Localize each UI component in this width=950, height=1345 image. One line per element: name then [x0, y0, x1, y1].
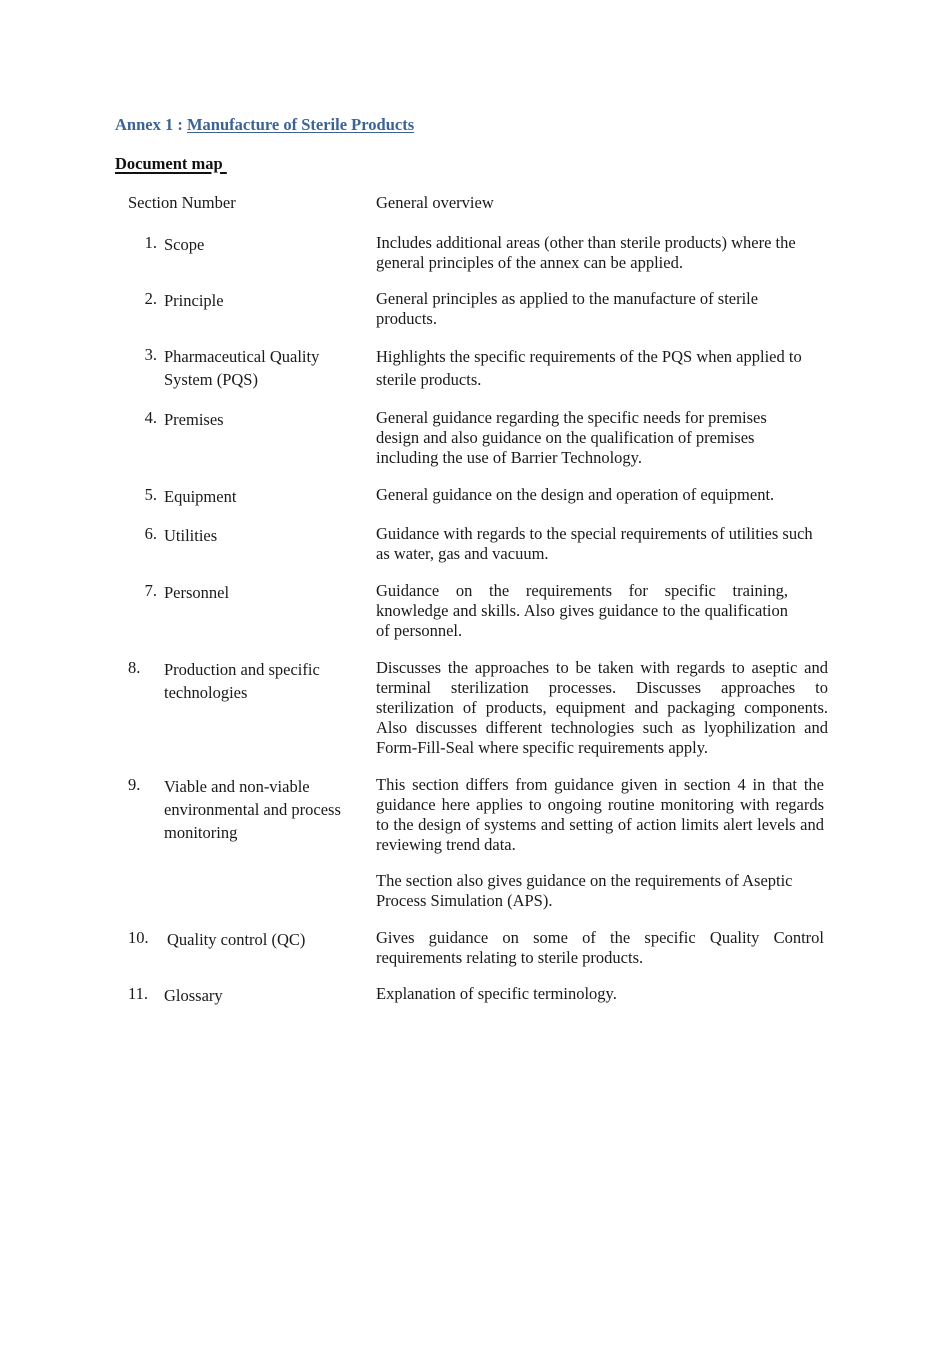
- section-label: Glossary: [164, 986, 223, 1005]
- overview-paragraph: Guidance with regards to the special requirements of utilities such as water, gas and vacuum.: [376, 524, 813, 563]
- overview-paragraph: Includes additional areas (other than sterile products) where the general principles of the annex can be applied.: [376, 233, 796, 272]
- section-overview: [376, 581, 788, 641]
- section-overview: [376, 658, 828, 758]
- section-label: Scope: [164, 235, 205, 254]
- overview-paragraph: Guidance on the requirements for specific training, knowledge and skills. Also gives guidance to the qualification of personnel.: [376, 581, 788, 640]
- section-label: Equipment: [164, 487, 237, 506]
- section-number: 2.: [144, 289, 157, 308]
- section-label: Viable and non-viable environmental and process monitoring: [164, 777, 341, 842]
- section-label: Pharmaceutical Quality System (PQS): [164, 347, 320, 389]
- section-number: 7.: [144, 581, 157, 600]
- overview-paragraph: General guidance on the design and operation of equipment.: [376, 485, 775, 504]
- section-overview: [376, 984, 824, 1004]
- overview-paragraph: This section differs from guidance given in section 4 in that the guidance here applies to ongoing routine monitoring with regards to the design of systems and setting of action limits alert levels and reviewing trend data.: [376, 775, 824, 854]
- column-header-general-overview: General overview: [376, 193, 494, 212]
- overview-paragraph: Gives guidance on some of the specific Quality Control requirements relating to sterile products.: [376, 928, 824, 967]
- section-overview: [376, 775, 824, 911]
- section-number: 6.: [144, 524, 157, 543]
- section-overview: [376, 345, 821, 391]
- section-overview: [376, 289, 796, 329]
- section-label: Premises: [164, 410, 224, 429]
- section-label: Quality control (QC): [167, 930, 306, 949]
- section-number: 8.: [128, 658, 141, 677]
- section-number: 3.: [144, 345, 157, 364]
- section-number: 10.: [128, 928, 149, 947]
- section-number: 11.: [128, 984, 149, 1003]
- section-number: 5.: [144, 485, 157, 504]
- section-label: Personnel: [164, 583, 230, 602]
- section-number: 4.: [144, 408, 157, 427]
- document-title: [115, 115, 414, 135]
- section-number: 9.: [128, 775, 141, 794]
- section-label: Utilities: [164, 526, 218, 545]
- section-label: Production and specific technologies: [164, 660, 320, 702]
- section-overview: [376, 408, 801, 468]
- overview-paragraph: Explanation of specific terminology.: [376, 984, 617, 1003]
- section-overview: [376, 485, 826, 505]
- section-overview: [376, 524, 816, 564]
- title-link[interactable]: Manufacture of Sterile Products: [186, 115, 415, 134]
- overview-paragraph: Discusses the approaches to be taken with regards to aseptic and terminal sterilization processes. Discusses approaches to sterilization of products, equipment and packaging components. Also discusses different technologies such as lyophilization and Form-Fill-Seal where specific requirements apply.: [376, 658, 828, 757]
- section-overview: [376, 928, 824, 968]
- section-number: 1.: [144, 233, 157, 252]
- overview-paragraph: Highlights the specific requirements of the PQS when applied to sterile products.: [376, 347, 802, 389]
- overview-paragraph: General principles as applied to the manufacture of sterile products.: [376, 289, 759, 328]
- overview-paragraph: The section also gives guidance on the requirements of Aseptic Process Simulation (APS).: [376, 871, 793, 910]
- title-prefix: Annex 1 :: [115, 115, 187, 134]
- overview-paragraph: General guidance regarding the specific needs for premises design and also guidance on the qualification of premises including the use of Barrier Technology.: [376, 408, 767, 467]
- document-map-heading: Document map: [115, 154, 227, 173]
- column-header-section-number: Section Number: [128, 193, 236, 212]
- section-overview: [376, 233, 826, 273]
- section-label: Principle: [164, 291, 224, 310]
